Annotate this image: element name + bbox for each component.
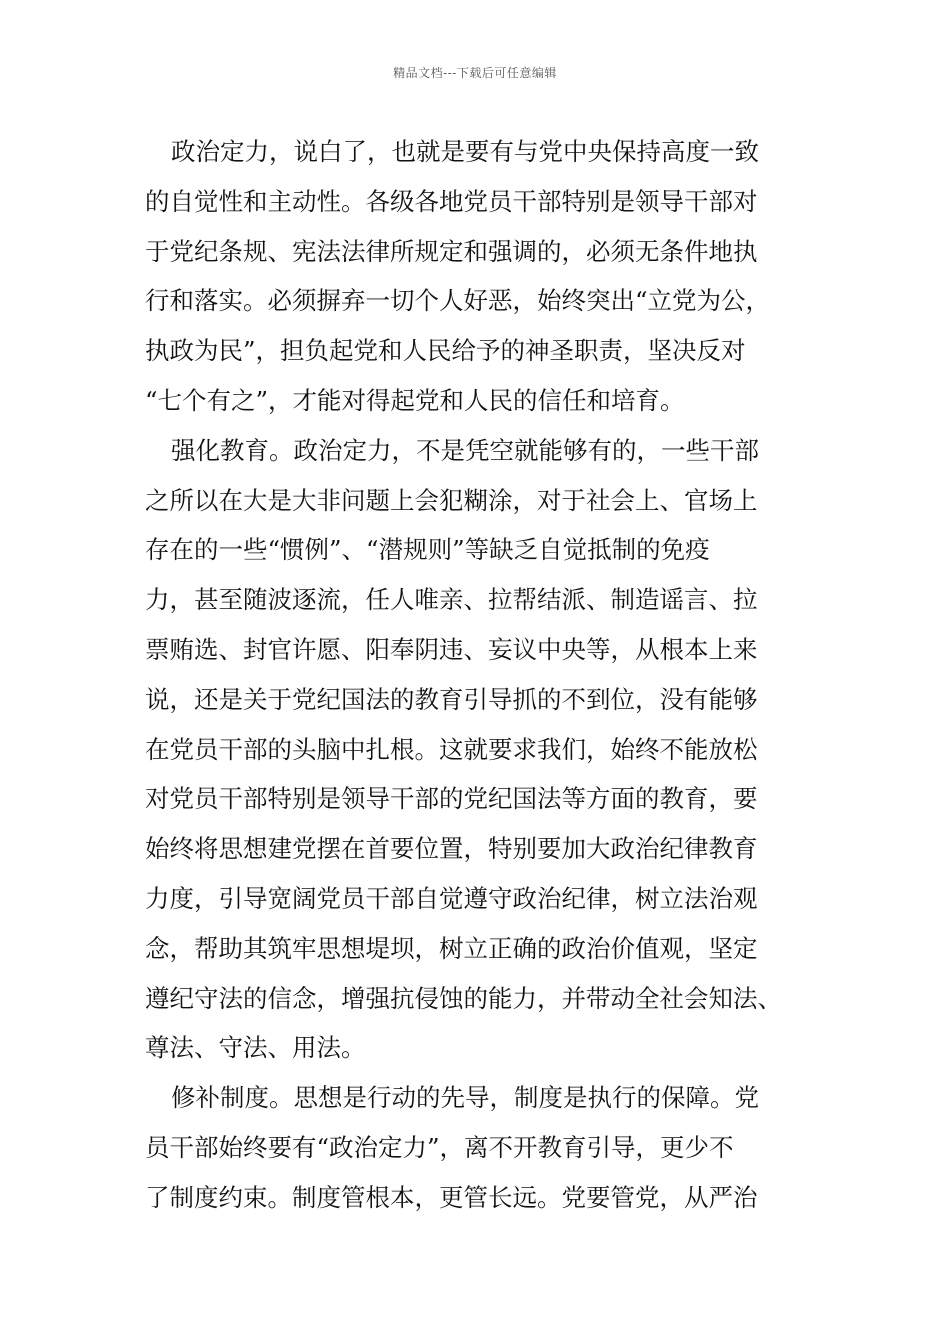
paragraph-line: 说，还是关于党纪国法的教育引导抓的不到位，没有能够 (145, 684, 758, 714)
page-header: 精品文档---下载后可任意编辑 (393, 66, 557, 80)
paragraph-line: 员干部始终要有“政治定力”，离不开教育引导，更少不 (145, 1132, 734, 1162)
paragraph-line: 政治定力，说白了，也就是要有与党中央保持高度一致 (171, 137, 759, 166)
paragraph-line: 了制度约束。制度管根本，更管长远。党要管党，从严治 (145, 1182, 758, 1212)
paragraph-line: 尊法、守法、用法。 (145, 1033, 366, 1063)
paragraph-line: 的自觉性和主动性。各级各地党员干部特别是领导干部对 (145, 186, 758, 216)
paragraph-line: 执政为民”，担负起党和人民给予的神圣职责，坚决反对 (145, 336, 746, 366)
paragraph-line: 遵纪守法的信念，增强抗侵蚀的能力，并带动全社会知法、 (145, 983, 782, 1013)
paragraph-line: 强化教育。政治定力，不是凭空就能够有的，一些干部 (171, 435, 759, 465)
paragraph-line: 票贿选、封官许愿、阳奉阴违、妄议中央等，从根本上来 (145, 634, 758, 664)
body-text (145, 127, 805, 1223)
paragraph-line: 在党员干部的头脑中扎根。这就要求我们，始终不能放松 (145, 734, 758, 764)
paragraph-line: 存在的一些“惯例”、“潜规则”等缺乏自觉抵制的免疫 (145, 535, 710, 565)
paragraph-line: 修补制度。思想是行动的先导，制度是执行的保障。党 (171, 1083, 759, 1113)
paragraph-line: 念，帮助其筑牢思想堤坝，树立正确的政治价值观，坚定 (145, 933, 758, 963)
paragraph-line: 于党纪条规、宪法法律所规定和强调的，必须无条件地执 (145, 236, 758, 266)
paragraph-line: 力度，引导宽阔党员干部自觉遵守政治纪律，树立法治观 (145, 883, 758, 913)
paragraph-line: 始终将思想建党摆在首要位置，特别要加大政治纪律教育 (145, 834, 758, 864)
paragraph-line: 对党员干部特别是领导干部的党纪国法等方面的教育，要 (145, 784, 758, 814)
paragraph-line: 之所以在大是大非问题上会犯糊涂，对于社会上、官场上 (145, 485, 758, 515)
paragraph-line: “七个有之”，才能对得起党和人民的信任和培育。 (145, 385, 685, 415)
paragraph-line: 行和落实。必须摒弃一切个人好恶，始终突出“立党为公， (145, 286, 771, 316)
paragraph-line: 力，甚至随波逐流，任人唯亲、拉帮结派、制造谣言、拉 (145, 585, 758, 615)
